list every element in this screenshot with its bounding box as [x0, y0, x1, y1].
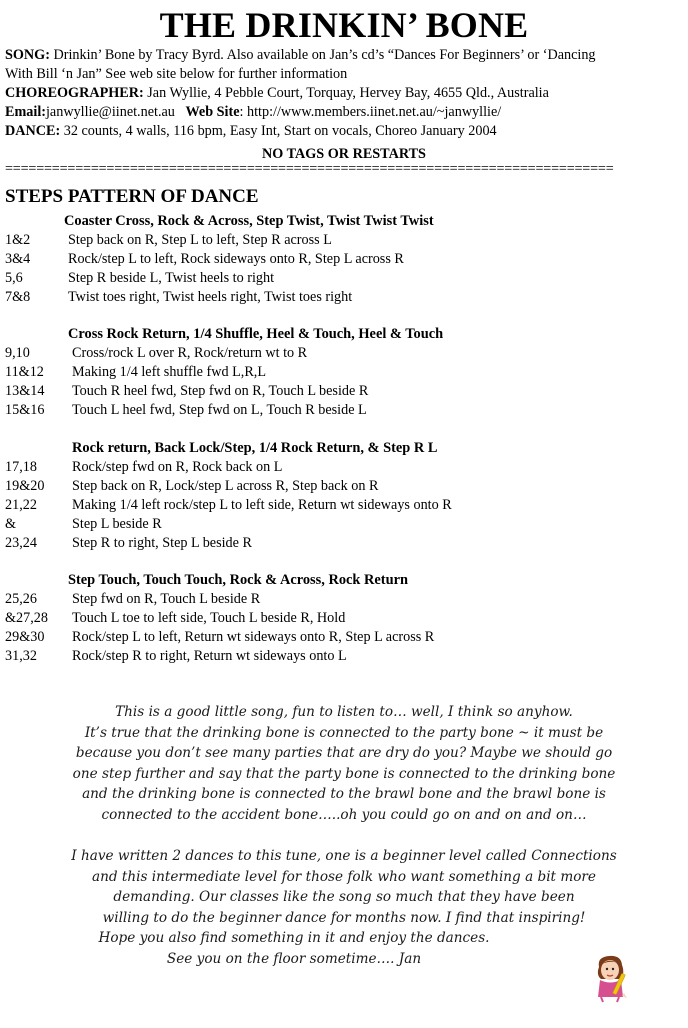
section-title: Cross Rock Return, 1/4 Shuffle, Heel & Touch, Heel & Touch — [68, 326, 444, 342]
step-description: Touch L toe to left side, Touch L beside R, Hold — [72, 610, 346, 626]
step-description: Step back on R, Step L to left, Step R across L — [68, 232, 332, 248]
note-line: connected to the accident bone…..oh you could go on and on and on… — [101, 806, 587, 823]
step-count: 25,26 — [5, 591, 37, 607]
page-title: THE DRINKIN’ BONE — [159, 5, 529, 45]
song-label: SONG: — [5, 47, 50, 63]
step-description: Cross/rock L over R, Rock/return wt to R — [72, 345, 308, 361]
step-description: Rock/step L to left, Return wt sideways onto R, Step L across R — [72, 629, 435, 645]
dance-text: 32 counts, 4 walls, 116 bpm, Easy Int, Start on vocals, Choreo January 2004 — [60, 123, 497, 139]
choreographer-line — [5, 84, 685, 103]
section-title: Rock return, Back Lock/Step, 1/4 Rock Return, & Step R L — [72, 440, 438, 456]
step-description: Step L beside R — [72, 516, 162, 532]
note-line: This is a good little song, fun to listen to… well, I think so anyhow. — [115, 704, 573, 720]
email-label: Email: — [5, 104, 46, 120]
note-line: It’s true that the drinking bone is connected to the party bone ~ it must be — [84, 724, 604, 741]
dance-label: DANCE: — [5, 123, 61, 139]
step-count: 7&8 — [5, 289, 31, 305]
step-description: Step back on R, Lock/step L across R, Step back on R — [72, 478, 379, 494]
note-line: and the drinking bone is connected to the brawl bone and the brawl bone is — [82, 786, 606, 803]
step-count: 1&2 — [5, 232, 31, 248]
note-line: Hope you also find something in it and enjoy the dances. — [98, 930, 490, 947]
contact-line — [5, 103, 685, 122]
note-line: and this intermediate level for those folk who want something a bit more — [92, 868, 596, 885]
section-title: Coaster Cross, Rock & Across, Step Twist, Twist Twist Twist — [64, 213, 434, 229]
step-count: 31,32 — [5, 648, 37, 664]
step-description: Step R beside L, Twist heels to right — [68, 270, 275, 286]
note-line: See you on the floor sometime…. Jan — [166, 950, 422, 967]
step-description: Twist toes right, Twist heels right, Twist toes right — [68, 289, 353, 305]
step-description: Rock/step R to right, Return wt sideways onto L — [72, 648, 347, 664]
step-count: 15&16 — [5, 402, 45, 418]
note-line: I have written 2 dances to this tune, one is a beginner level called Connections — [71, 848, 617, 864]
step-count: 19&20 — [5, 478, 45, 494]
step-count: &27,28 — [5, 610, 48, 626]
step-count: & — [5, 516, 17, 532]
step-count: 11&12 — [5, 364, 44, 380]
step-count: 5,6 — [5, 270, 23, 286]
note-line: demanding. Our classes like the song so much that they have been — [113, 889, 575, 906]
divider-rule: ============================================================================== — [5, 161, 614, 177]
no-tags-note: NO TAGS OR RESTARTS — [262, 146, 426, 162]
note-line: one step further and say that the party bone is connected to the drinking bone — [72, 765, 616, 782]
step-count: 13&14 — [5, 383, 45, 399]
step-description: Step fwd on R, Touch L beside R — [72, 591, 261, 607]
step-description: Making 1/4 left shuffle fwd L,R,L — [72, 364, 266, 380]
dance-line — [5, 122, 685, 141]
step-description: Making 1/4 left rock/step L to left side, Return wt sideways onto R — [72, 497, 452, 513]
section-title: Step Touch, Touch Touch, Rock & Across, Rock Return — [68, 572, 408, 588]
step-count: 17,18 — [5, 459, 37, 475]
steps-heading: STEPS PATTERN OF DANCE — [5, 186, 259, 207]
step-description: Rock/step fwd on R, Rock back on L — [72, 459, 283, 475]
step-count: 21,22 — [5, 497, 37, 513]
step-count: 3&4 — [5, 251, 31, 267]
girl-with-pencil-icon — [591, 953, 631, 1003]
step-count: 9,10 — [5, 345, 30, 361]
song-line-1 — [5, 46, 685, 65]
step-description: Touch R heel fwd, Step fwd on R, Touch L beside R — [72, 383, 369, 399]
step-description: Touch L heel fwd, Step fwd on L, Touch R beside L — [72, 402, 367, 418]
choreographer-label: CHOREOGRAPHER: — [5, 85, 144, 101]
step-description: Rock/step L to left, Rock sideways onto R, Step L across R — [68, 251, 404, 267]
email-address[interactable]: janwyllie@iinet.net.au — [45, 104, 175, 120]
song-line-2: With Bill ‘n Jan” See web site below for further information — [5, 66, 348, 82]
song-text: Drinkin’ Bone by Tracy Byrd. Also available on Jan’s cd’s “Dances For Beginners’ or ‘Dancing — [49, 47, 596, 63]
web-address[interactable]: : http://www.members.iinet.net.au/~janwyllie/ — [239, 104, 502, 120]
step-count: 29&30 — [5, 629, 45, 645]
note-line: willing to do the beginner dance for months now. I find that inspiring! — [102, 909, 586, 926]
notes-paragraph-2 — [0, 846, 688, 970]
web-label: Web Site — [185, 104, 240, 120]
notes-paragraph-1 — [0, 702, 688, 826]
choreographer-text: Jan Wyllie, 4 Pebble Court, Torquay, Hervey Bay, 4655 Qld., Australia — [143, 85, 549, 101]
step-description: Step R to right, Step L beside R — [72, 535, 252, 551]
step-count: 23,24 — [5, 535, 37, 551]
note-line: because you don’t see many parties that are dry do you? Maybe we should go — [75, 745, 613, 762]
